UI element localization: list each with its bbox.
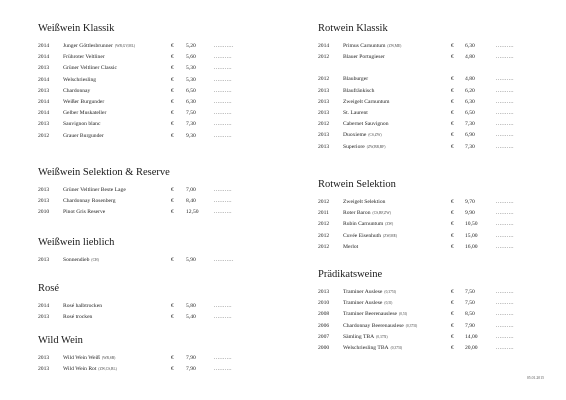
currency-symbol: € bbox=[171, 209, 174, 216]
price: 6,50 bbox=[186, 87, 196, 94]
grape-note: (CS,BF,ZW) bbox=[372, 211, 391, 216]
wine-name-text: Rubin Carnuntum bbox=[343, 221, 384, 228]
price: 10,50 bbox=[465, 221, 478, 228]
wine-name bbox=[343, 142, 385, 153]
section-weisswein-lieblich bbox=[38, 236, 288, 263]
order-dots: .......... bbox=[214, 76, 232, 83]
order-dots: .......... bbox=[496, 210, 514, 217]
wine-name-text: Traminer Auslese bbox=[343, 300, 383, 307]
wine-name-text: Sauvignon blanc bbox=[63, 121, 101, 128]
vintage-year: 2013 bbox=[38, 121, 50, 128]
price: 20,00 bbox=[465, 345, 478, 351]
wine-name bbox=[343, 130, 382, 141]
currency-symbol: € bbox=[451, 232, 454, 239]
vintage-year: 2012 bbox=[318, 221, 330, 228]
wine-name-text: Cabernet Sauvignon bbox=[343, 121, 389, 128]
wine-name bbox=[343, 86, 374, 97]
vintage-year: 2012 bbox=[38, 132, 50, 139]
wine-name bbox=[63, 364, 117, 375]
wine-name bbox=[63, 312, 92, 323]
wine-name bbox=[63, 131, 104, 142]
wine-name bbox=[63, 196, 116, 207]
vintage-year: 2013 bbox=[38, 257, 50, 263]
price: 5,40 bbox=[186, 314, 196, 321]
currency-symbol: € bbox=[451, 333, 454, 340]
wine-name bbox=[343, 242, 358, 253]
wine-name bbox=[343, 197, 385, 208]
price: 16,00 bbox=[465, 243, 478, 250]
vintage-year: 2010 bbox=[38, 209, 50, 216]
section-heading: Wild Wein bbox=[38, 335, 83, 346]
order-dots: .......... bbox=[496, 221, 514, 228]
section-weisswein-selektion-reserve bbox=[38, 166, 288, 216]
currency-symbol: € bbox=[171, 110, 174, 117]
currency-symbol: € bbox=[451, 98, 454, 105]
price: 4,80 bbox=[465, 54, 475, 61]
wine-name-text: Zweigelt Carnuntum bbox=[343, 98, 390, 105]
currency-symbol: € bbox=[171, 132, 174, 139]
wine-name bbox=[343, 74, 368, 85]
wine-name bbox=[343, 219, 393, 230]
order-dots: .......... bbox=[496, 121, 514, 128]
price: 7,90 bbox=[186, 355, 196, 361]
wine-name-text: Grüner Veltliner Classic bbox=[63, 65, 117, 72]
wine-name-text: Grüner Veltliner Beste Lage bbox=[63, 187, 126, 193]
vintage-year: 2013 bbox=[38, 198, 50, 205]
currency-symbol: € bbox=[171, 355, 174, 361]
order-dots: .......... bbox=[214, 99, 232, 105]
price: 7,00 bbox=[186, 187, 196, 193]
order-dots: .......... bbox=[496, 43, 514, 49]
grape-note: (CS,ZW) bbox=[368, 133, 382, 138]
vintage-year: 2010 bbox=[318, 300, 330, 307]
section-wild-wein bbox=[38, 334, 288, 373]
price: 5,60 bbox=[186, 54, 196, 61]
currency-symbol: € bbox=[451, 121, 454, 128]
wine-name bbox=[343, 332, 388, 343]
order-dots: .......... bbox=[496, 232, 514, 239]
order-dots: .......... bbox=[214, 314, 232, 321]
wine-name-text: Gelber Muskateller bbox=[63, 110, 107, 117]
wine-name bbox=[343, 208, 391, 219]
vintage-year: 2013 bbox=[38, 87, 50, 94]
wine-name bbox=[343, 41, 401, 52]
price: 7,50 bbox=[465, 289, 475, 295]
grape-note: (ZW,BB,BF) bbox=[366, 144, 386, 149]
currency-symbol: € bbox=[171, 366, 174, 373]
section-rotwein-selektion bbox=[318, 178, 548, 250]
price: 7,30 bbox=[465, 121, 475, 128]
vintage-year: 2012 bbox=[318, 121, 330, 128]
wine-name bbox=[63, 119, 100, 130]
currency-symbol: € bbox=[451, 132, 454, 139]
vintage-year: 2014 bbox=[38, 110, 50, 117]
vintage-year: 2013 bbox=[318, 132, 330, 139]
wine-name-text: Weißer Burgunder bbox=[63, 99, 105, 105]
wine-name-text: Merlot bbox=[343, 243, 359, 250]
wine-name-text: Rosé trocken bbox=[63, 314, 93, 321]
currency-symbol: € bbox=[171, 87, 174, 94]
price: 7,30 bbox=[186, 121, 196, 128]
section-heading: Weißwein lieblich bbox=[38, 237, 115, 248]
vintage-year: 2007 bbox=[318, 333, 330, 340]
wine-name bbox=[63, 75, 96, 86]
grape-note: (WB,SB) bbox=[101, 356, 116, 360]
price: 12,50 bbox=[186, 209, 199, 216]
wine-name-text: Superiore bbox=[343, 143, 365, 150]
order-dots: .......... bbox=[214, 132, 232, 139]
price: 6,30 bbox=[186, 99, 196, 105]
price: 7,90 bbox=[465, 322, 475, 329]
price: 5,20 bbox=[186, 43, 196, 49]
order-dots: .......... bbox=[214, 198, 232, 205]
wine-name bbox=[63, 63, 117, 74]
wine-name bbox=[63, 255, 99, 266]
section-heading: Rosé bbox=[38, 283, 59, 294]
price: 5,80 bbox=[186, 303, 196, 309]
wine-name bbox=[63, 41, 135, 52]
vintage-year: 2014 bbox=[38, 76, 50, 83]
vintage-year: 2014 bbox=[38, 303, 50, 309]
wine-name-text: Traminer Beerenauslese bbox=[343, 311, 398, 318]
vintage-year: 2014 bbox=[38, 43, 50, 49]
currency-symbol: € bbox=[171, 121, 174, 128]
price: 9,30 bbox=[186, 132, 196, 139]
order-dots: .......... bbox=[496, 345, 514, 351]
wine-name bbox=[63, 86, 90, 97]
order-dots: .......... bbox=[496, 132, 514, 139]
wine-name-text: Grauer Burgunder bbox=[63, 132, 104, 139]
wine-name-text: Duoxieme bbox=[343, 132, 367, 139]
price: 7,90 bbox=[186, 366, 196, 373]
currency-symbol: € bbox=[451, 87, 454, 94]
order-dots: .......... bbox=[496, 243, 514, 250]
price: 5,30 bbox=[186, 76, 196, 83]
currency-symbol: € bbox=[171, 303, 174, 309]
grape-note: (0,375l) bbox=[384, 290, 396, 294]
order-dots: .......... bbox=[214, 87, 232, 94]
price: 15,00 bbox=[465, 232, 478, 239]
currency-symbol: € bbox=[451, 143, 454, 150]
order-dots: .......... bbox=[214, 54, 232, 61]
price: 7,50 bbox=[186, 110, 196, 117]
grape-note: (ZW,CS,BL) bbox=[98, 367, 117, 372]
grape-note: (0,5l) bbox=[384, 301, 393, 306]
currency-symbol: € bbox=[171, 43, 174, 49]
vintage-year: 2012 bbox=[318, 199, 330, 205]
currency-symbol: € bbox=[451, 110, 454, 116]
price: 4,80 bbox=[465, 76, 475, 83]
order-dots: .......... bbox=[496, 289, 514, 295]
order-dots: ........... bbox=[214, 257, 234, 263]
currency-symbol: € bbox=[451, 199, 454, 205]
wine-name bbox=[343, 287, 396, 298]
price: 6,50 bbox=[465, 110, 475, 116]
wine-name-text: Wild Wein Weiß bbox=[63, 355, 100, 361]
wine-name-text: Roter Baron bbox=[343, 210, 371, 217]
wine-name-text: Sonnendieb bbox=[63, 257, 90, 263]
currency-symbol: € bbox=[451, 300, 454, 307]
order-dots: .......... bbox=[214, 355, 232, 361]
wine-name bbox=[343, 298, 392, 309]
order-dots: .......... bbox=[214, 65, 232, 72]
grape-note: (WB,GV,ML) bbox=[114, 44, 135, 48]
currency-symbol: € bbox=[171, 99, 174, 105]
wine-name-text: Wild Wein Rot bbox=[63, 366, 97, 373]
vintage-year: 2012 bbox=[318, 76, 330, 83]
vintage-year: 2013 bbox=[38, 65, 50, 72]
wine-name-text: Traminer Auslese bbox=[343, 289, 383, 295]
wine-name-text: Chardonnay Beerenauslese bbox=[343, 322, 404, 329]
price: 8,40 bbox=[186, 198, 196, 205]
vintage-year: 2014 bbox=[318, 43, 330, 49]
section-heading: Rotwein Selektion bbox=[318, 179, 396, 190]
vintage-year: 2006 bbox=[318, 322, 330, 329]
currency-symbol: € bbox=[171, 257, 174, 263]
vintage-year: 2013 bbox=[318, 87, 330, 94]
order-dots: .......... bbox=[214, 303, 232, 309]
wine-name-text: Blauer Portugieser bbox=[343, 54, 385, 61]
wine-name-text: Welschriesling TBA bbox=[343, 345, 389, 351]
wine-name-text: Primus Carnuntum bbox=[343, 43, 386, 49]
section-rose bbox=[38, 282, 288, 321]
grape-note: (ZW,ME) bbox=[387, 44, 402, 48]
vintage-year: 2008 bbox=[318, 311, 330, 318]
wine-name bbox=[63, 301, 102, 312]
grape-note: (0,375l) bbox=[390, 346, 403, 350]
order-dots: .......... bbox=[214, 366, 232, 373]
order-dots: .......... bbox=[496, 300, 514, 307]
currency-symbol: € bbox=[451, 345, 454, 351]
vintage-year: 2014 bbox=[38, 99, 50, 105]
wine-name-text: Cuvée Eisenhuth bbox=[343, 232, 382, 239]
currency-symbol: € bbox=[451, 221, 454, 228]
order-dots: .......... bbox=[496, 54, 514, 61]
order-dots: .......... bbox=[496, 322, 514, 329]
currency-symbol: € bbox=[451, 289, 454, 295]
section-weisswein-klassik bbox=[38, 22, 288, 139]
currency-symbol: € bbox=[171, 65, 174, 72]
vintage-year: 2013 bbox=[38, 366, 50, 373]
section-heading: Weißwein Klassik bbox=[38, 23, 115, 34]
wine-name bbox=[63, 97, 104, 108]
order-dots: .......... bbox=[214, 121, 232, 128]
order-dots: .......... bbox=[496, 311, 514, 318]
wine-name bbox=[63, 52, 105, 63]
wine-name-text: Pinot Gris Reserve bbox=[63, 209, 106, 216]
price: 14,00 bbox=[465, 333, 478, 340]
vintage-year: 2013 bbox=[318, 143, 330, 150]
vintage-year: 2000 bbox=[318, 345, 330, 351]
order-dots: .......... bbox=[496, 143, 514, 150]
currency-symbol: € bbox=[451, 54, 454, 61]
order-dots: ........... bbox=[214, 43, 234, 49]
price: 9,70 bbox=[465, 199, 475, 205]
wine-name bbox=[63, 207, 105, 218]
wine-name-text: Rosé halbtrocken bbox=[63, 303, 102, 309]
price: 7,50 bbox=[465, 300, 475, 307]
order-dots: .......... bbox=[214, 209, 232, 216]
vintage-year: 2013 bbox=[38, 355, 50, 361]
wine-name-text: Welschriesling bbox=[63, 76, 97, 83]
wine-name-text: Sämling TBA bbox=[343, 333, 375, 340]
wine-name bbox=[63, 353, 115, 364]
wine-name bbox=[63, 185, 126, 196]
currency-symbol: € bbox=[451, 243, 454, 250]
order-dots: .......... bbox=[496, 110, 514, 116]
grape-note: (ZW,ME) bbox=[383, 233, 398, 238]
wine-name bbox=[343, 52, 385, 63]
grape-note: (0,375l) bbox=[376, 334, 388, 339]
section-rotwein-klassik bbox=[318, 22, 548, 150]
currency-symbol: € bbox=[171, 198, 174, 205]
currency-symbol: € bbox=[451, 76, 454, 83]
order-dots: .......... bbox=[214, 187, 232, 193]
currency-symbol: € bbox=[171, 314, 174, 321]
grape-note: (ZW) bbox=[385, 222, 394, 227]
wine-name-text: Chardonnay bbox=[63, 87, 91, 94]
order-dots: .......... bbox=[496, 76, 514, 83]
wine-name bbox=[343, 119, 389, 130]
section-pradikatsweine bbox=[318, 268, 548, 351]
wine-name bbox=[343, 309, 407, 320]
order-dots: .......... bbox=[496, 333, 514, 340]
section-heading: Prädikatsweine bbox=[318, 269, 383, 280]
vintage-year: 2013 bbox=[38, 187, 50, 193]
order-dots: .......... bbox=[214, 110, 232, 117]
wine-name-text: Blaufränkisch bbox=[343, 87, 375, 94]
grape-note: (CH) bbox=[91, 258, 99, 262]
footer-date: 05.01.2015 bbox=[526, 376, 544, 380]
price: 5,90 bbox=[186, 257, 196, 263]
section-heading: Rotwein Klassik bbox=[318, 23, 388, 34]
price: 5,30 bbox=[186, 65, 196, 72]
wine-name-text: Blauburger bbox=[343, 76, 369, 83]
vintage-year: 2013 bbox=[318, 110, 330, 116]
vintage-year: 2012 bbox=[318, 243, 330, 250]
vintage-year: 2014 bbox=[38, 54, 50, 61]
wine-name bbox=[343, 343, 402, 354]
wine-name bbox=[63, 108, 106, 119]
currency-symbol: € bbox=[451, 311, 454, 318]
currency-symbol: € bbox=[171, 76, 174, 83]
wine-name-text: Zweigelt Selektion bbox=[343, 199, 386, 205]
vintage-year: 2012 bbox=[318, 54, 330, 61]
vintage-year: 2013 bbox=[38, 314, 50, 321]
wine-name-text: Junger Göttlesbrunner bbox=[63, 43, 113, 49]
section-heading: Weißwein Selektion & Reserve bbox=[38, 167, 170, 178]
vintage-year: 2013 bbox=[318, 289, 330, 295]
currency-symbol: € bbox=[171, 54, 174, 61]
price: 9,90 bbox=[465, 210, 475, 217]
wine-name bbox=[343, 108, 368, 119]
wine-name-text: Frühroter Veltliner bbox=[63, 54, 105, 61]
price: 6,30 bbox=[465, 98, 475, 105]
vintage-year: 2013 bbox=[318, 98, 330, 105]
wine-name bbox=[343, 321, 417, 332]
price: 6,20 bbox=[465, 87, 475, 94]
wine-name bbox=[343, 97, 389, 108]
currency-symbol: € bbox=[451, 322, 454, 329]
currency-symbol: € bbox=[171, 187, 174, 193]
order-dots: .......... bbox=[496, 199, 514, 205]
order-dots: .......... bbox=[496, 87, 514, 94]
vintage-year: 2011 bbox=[318, 210, 329, 217]
wine-name-text: St. Laurent bbox=[343, 110, 368, 116]
price: 6,90 bbox=[465, 132, 475, 139]
grape-note: (0,5l) bbox=[399, 312, 407, 317]
vintage-year: 2012 bbox=[318, 232, 330, 239]
currency-symbol: € bbox=[451, 210, 454, 217]
currency-symbol: € bbox=[451, 43, 454, 49]
price: 7,30 bbox=[465, 143, 475, 150]
wine-name bbox=[343, 231, 397, 242]
wine-name-text: Chardonnay Rosenberg bbox=[63, 198, 116, 205]
price: 6,30 bbox=[465, 43, 475, 49]
grape-note: (0,375l) bbox=[405, 323, 418, 328]
price: 8,50 bbox=[465, 311, 475, 318]
order-dots: .......... bbox=[496, 98, 514, 105]
